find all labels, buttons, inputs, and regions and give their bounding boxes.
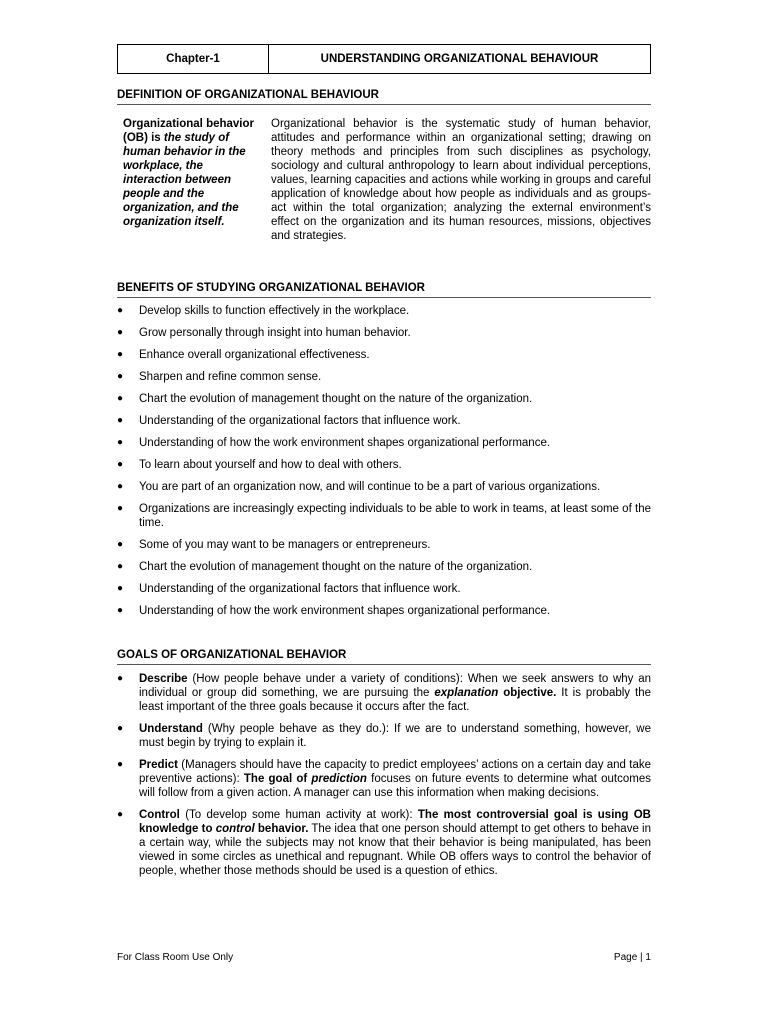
bullet-icon: ● [117,481,124,492]
footer-note: For Class Room Use Only [117,952,234,963]
goal-term: Understand [139,723,203,735]
goal-predict: ● Predict (Managers should have the capacity to predict employees’ actions on a certain day and take preventive actions): The goal of prediction focuses on future events to determine what outcomes will follow from a given action. A manager can use this information when making decisions. [117,759,651,799]
definition-summary [123,117,261,229]
goal-term: Predict [139,759,178,771]
list-item: ● Understanding of the organizational factors that influence work. [117,583,461,595]
list-item: ● You are part of an organization now, and will continue to be a part of various organizations. [117,481,601,493]
list-item: ● Develop skills to function effectively in the workplace. [117,305,410,317]
list-item: ● Understanding of how the work environment shapes organizational performance. [117,605,551,617]
bullet-icon: ● [117,393,124,404]
bullet-icon: ● [117,809,124,820]
bullet-icon: ● [117,349,124,360]
list-item: ● Understanding of how the work environment shapes organizational performance. [117,437,551,449]
list-item: ● Enhance overall organizational effectiveness. [117,349,370,361]
bullet-icon: ● [117,539,124,550]
bullet-icon: ● [117,327,124,338]
goals-list [117,672,651,878]
list-item: ● Some of you may want to be managers or entrepreneurs. [117,539,431,551]
bullet-icon: ● [117,561,124,572]
goal-control: ● Control (To develop some human activity at work): The most controversial goal is using OB knowledge to control behavior. The idea that one person should attempt to get others to behave in a certain way, while the subjects may not know that their behavior is being manipulated, has been viewed in some circles as unethical and repugnant. While OB offers ways to control the behavior of people, whether those methods should be used is a question of ethics. [117,809,652,877]
bullet-icon: ● [117,415,124,426]
bullet-icon: ● [117,503,124,514]
goal-term: Control [139,809,180,821]
bullet-icon: ● [117,305,124,316]
bullet-icon: ● [117,371,124,382]
bullet-icon: ● [117,459,124,470]
benefits-heading: BENEFITS OF STUDYING ORGANIZATIONAL BEHAVIOR [117,282,651,298]
definition-summary-italic: the study of human behavior in the workplace, the interaction between people and the organization, and the organization itself. [123,132,246,228]
goal-understand: ● Understand (Why people behave as they do.): If we are to understand something, however, we must begin by trying to explain it. [117,723,651,749]
bullet-icon: ● [117,673,124,684]
list-item: ● To learn about yourself and how to deal with others. [117,459,402,471]
bullet-icon: ● [117,437,124,448]
definition-heading: DEFINITION OF ORGANIZATIONAL BEHAVIOUR [117,89,651,105]
page-number: Page | 1 [613,952,651,963]
list-item: ● Grow personally through insight into human behavior. [117,327,411,339]
list-item: ● Understanding of the organizational factors that influence work. [117,415,461,427]
chapter-number: Chapter-1 [118,45,269,73]
list-item: ● Chart the evolution of management thought on the nature of the organization. [117,561,533,573]
bullet-icon: ● [117,583,124,594]
list-item: ● Chart the evolution of management thought on the nature of the organization. [117,393,533,405]
goal-describe: ● Describe (How people behave under a variety of conditions): When we seek answers to why an individual or group did something, we are pursuing the explanation objective. It is probably the least important of the three goals because it occurs after the fact. [117,673,651,713]
definition-text: Organizational behavior is the systematic study of human behavior, attitudes and performance within an organizational setting; drawing on theory methods and principles from such disciplines as psychology, sociology and cultural anthropology to learn about individual perceptions, values, learning capacities and actions while working in groups and careful application of knowledge about how people as individuals and as groups- act within the total organization; analyzing the external environment’s effect on the organization and its human resources, missions, objectives and strategies. [271,118,651,242]
bullet-icon: ● [117,759,124,770]
definition-summary-bold: Organizational behavior (OB) is [123,118,254,144]
benefits-list [117,304,651,618]
bullet-icon: ● [117,723,124,734]
list-item: ● Organizations are increasingly expecting individuals to be able to work in teams, at least some of the time. [117,503,651,529]
list-item: ● Sharpen and refine common sense. [117,371,322,383]
chapter-title: UNDERSTANDING ORGANIZATIONAL BEHAVIOUR [320,53,599,65]
goal-term: Describe [139,673,188,685]
goals-heading: GOALS OF ORGANIZATIONAL BEHAVIOR [117,649,651,665]
chapter-header-table [117,44,651,74]
bullet-icon: ● [117,605,124,616]
